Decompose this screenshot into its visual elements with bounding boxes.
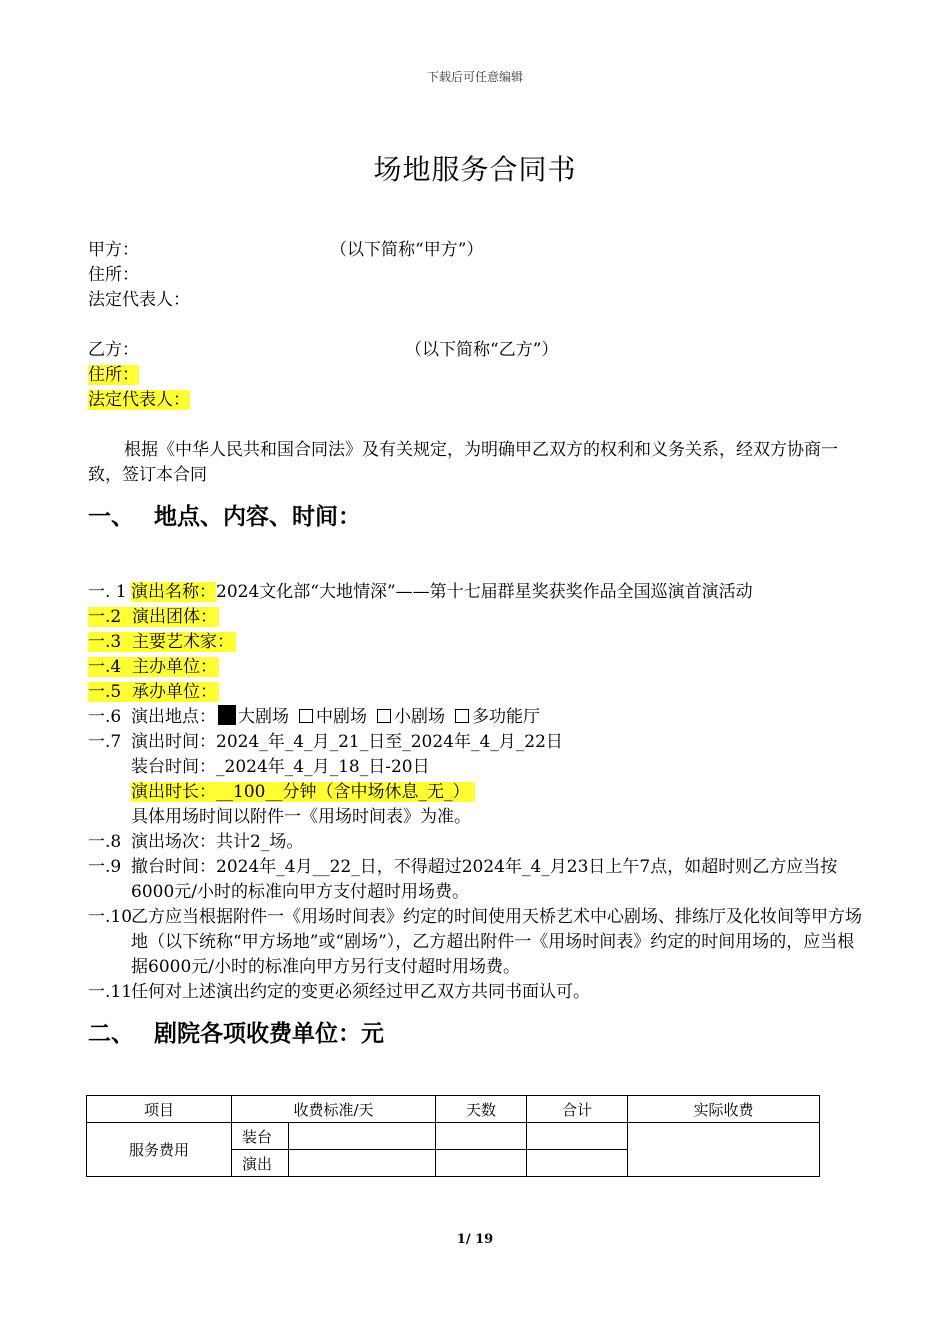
section-1-heading: [88, 498, 361, 531]
party-a-alias: （以下简称“甲方”）: [330, 240, 484, 260]
item-text: 撤台时间：2024年_4月__22_日，不得超过2024年_4_月23日上午7点，如超时则乙方应当按6000元/小时的标准向甲方支付超时用场费。: [131, 857, 838, 902]
party-b-label: 乙方：: [88, 340, 139, 360]
header-item: 项目: [87, 1096, 232, 1123]
party-b-alias: （以下简称“乙方”）: [405, 340, 559, 360]
row-label-service: 服务费用: [87, 1123, 232, 1177]
header-rate: 收费标准/天: [232, 1096, 436, 1123]
item-value: 2024文化部“大地情深”——第十七届群星奖获奖作品全国巡演首演活动: [216, 582, 753, 602]
table-row: [87, 1123, 820, 1150]
item-label: 演出地点：: [131, 707, 216, 727]
cell-total-setup[interactable]: [527, 1123, 628, 1150]
checkbox-empty-icon[interactable]: [299, 709, 313, 723]
party-b-address: 住所：: [88, 365, 139, 385]
item-number: 一.3: [88, 632, 122, 652]
venue-option-3: 小剧场: [394, 707, 445, 727]
item-number: 一. 1: [88, 582, 127, 602]
item-3: [88, 630, 236, 655]
cell-total-show[interactable]: [527, 1150, 628, 1177]
header-note: 下载后可任意编辑: [426, 70, 523, 84]
item-number: 一.10: [88, 907, 133, 927]
header-total: 合计: [527, 1096, 628, 1123]
section-1-number: 一、: [88, 504, 134, 530]
schedule-note: 具体用场时间以附件一《用场时间表》为准。: [131, 807, 471, 827]
checkbox-checked-icon[interactable]: [218, 705, 236, 725]
header-actual: 实际收费: [628, 1096, 820, 1123]
checkbox-empty-icon[interactable]: [455, 709, 469, 723]
item-number: 一.11: [88, 982, 133, 1002]
venue-option-2: 中剧场: [316, 707, 367, 727]
item-10: [88, 905, 868, 980]
venue-option-4: 多功能厅: [472, 707, 540, 727]
item-text: 演出场次：共计2_场。: [131, 832, 304, 852]
item-5: [88, 680, 219, 705]
item-number: 一.8: [88, 832, 122, 852]
item-4: [88, 655, 219, 680]
setup-time: 装台时间：_2024年_4_月_18_日-20日: [131, 757, 430, 777]
party-a-rep: 法定代表人：: [88, 290, 190, 310]
item-number: 一.5: [88, 682, 122, 702]
section-2-number: 二、: [88, 1021, 134, 1047]
item-2: [88, 605, 219, 630]
section-1-title: 地点、内容、时间：: [154, 504, 361, 530]
cell-days-setup[interactable]: [436, 1123, 527, 1150]
section-2-title: 剧院各项收费单位：元: [154, 1021, 384, 1047]
item-label: 演出名称：: [131, 582, 216, 602]
fee-table: [86, 1095, 820, 1177]
sub-label-show: 演出: [232, 1150, 289, 1177]
item-label: 演出团体：: [132, 607, 218, 627]
sub-label-setup: 装台: [232, 1123, 289, 1150]
item-number: 一.7: [88, 732, 122, 752]
page-number: 1/ 19: [456, 1232, 494, 1247]
cell-days-show[interactable]: [436, 1150, 527, 1177]
party-b-rep: 法定代表人：: [88, 390, 190, 410]
show-duration: 演出时长：__100__分钟（含中场休息_无_）: [131, 782, 475, 802]
item-text: 演出时间：2024_年_4_月_21_日至_2024年_4_月_22日: [131, 732, 563, 752]
document-title: 场地服务合同书: [373, 153, 577, 186]
header-days: 天数: [436, 1096, 527, 1123]
item-number: 一.4: [88, 657, 122, 677]
item-9: [88, 855, 868, 905]
cell-actual[interactable]: [628, 1123, 820, 1177]
item-text: 任何对上述演出约定的变更必须经过甲乙双方共同书面认可。: [131, 982, 590, 1002]
section-2-heading: [88, 1015, 384, 1048]
item-label: 主办单位：: [132, 657, 218, 677]
party-a-address: 住所：: [88, 265, 139, 285]
checkbox-empty-icon[interactable]: [377, 709, 391, 723]
party-a-label: 甲方：: [88, 240, 139, 260]
item-number: 一.9: [88, 857, 122, 877]
cell-rate-show[interactable]: [289, 1150, 436, 1177]
item-text: 乙方应当根据附件一《用场时间表》约定的时间使用天桥艺术中心剧场、排练厅及化妆间等甲方场地（以下统称“甲方场地”或“剧场”），乙方超出附件一《用场时间表》约定的时间用场的，应当根据6000元/小时的标准向甲方另行支付超时用场费。: [131, 907, 862, 977]
cell-rate-setup[interactable]: [289, 1123, 436, 1150]
item-label: 主要艺术家：: [132, 632, 235, 652]
item-label: 承办单位：: [132, 682, 218, 702]
venue-option-1: 大剧场: [238, 707, 289, 727]
item-number: 一.2: [88, 607, 122, 627]
intro-paragraph: 根据《中华人民共和国合同法》及有关规定，为明确甲乙双方的权利和义务关系，经双方协商一致，签订本合同: [88, 440, 838, 485]
item-number: 一.6: [88, 707, 122, 727]
table-header-row: [87, 1096, 820, 1123]
